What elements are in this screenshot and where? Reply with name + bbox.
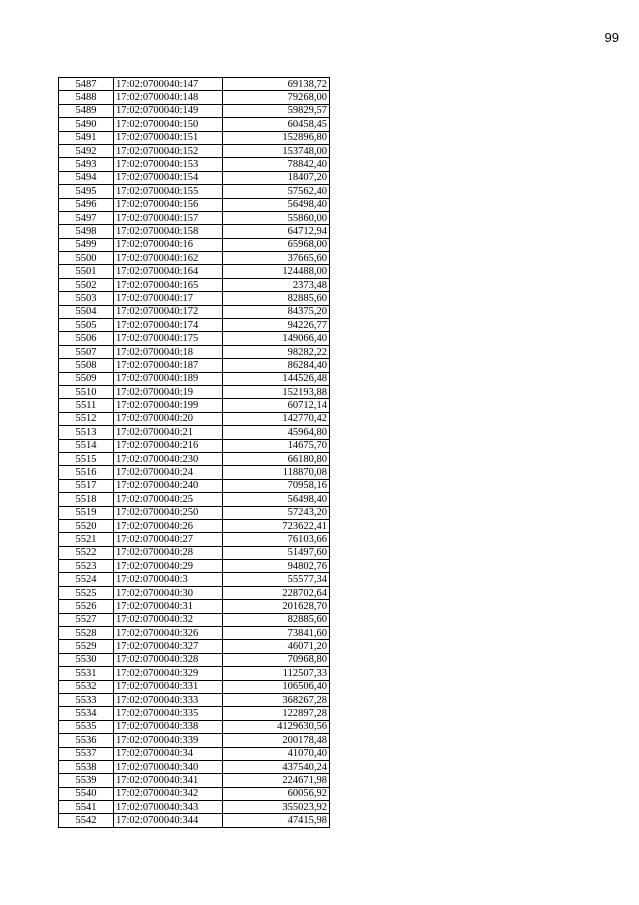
row-number-cell: 5509 (59, 372, 114, 385)
amount-cell: 82885,60 (223, 613, 330, 626)
amount-cell: 152896,80 (223, 131, 330, 144)
table-row (59, 104, 330, 117)
cadastral-number-cell: 17:02:0700040:29 (114, 560, 223, 573)
table-row (59, 426, 330, 439)
table-row (59, 198, 330, 211)
row-number-cell: 5505 (59, 319, 114, 332)
row-number-cell: 5519 (59, 506, 114, 519)
table-row (59, 158, 330, 171)
amount-cell: 57243,20 (223, 506, 330, 519)
table-row (59, 292, 330, 305)
row-number-cell: 5515 (59, 452, 114, 465)
amount-cell: 86284,40 (223, 359, 330, 372)
table-row (59, 667, 330, 680)
cadastral-number-cell: 17:02:0700040:16 (114, 238, 223, 251)
row-number-cell: 5540 (59, 787, 114, 800)
row-number-cell: 5491 (59, 131, 114, 144)
amount-cell: 112507,33 (223, 667, 330, 680)
table-row (59, 345, 330, 358)
cadastral-number-cell: 17:02:0700040:326 (114, 627, 223, 640)
table-body (59, 78, 330, 828)
cadastral-number-cell: 17:02:0700040:26 (114, 519, 223, 532)
amount-cell: 14675,70 (223, 439, 330, 452)
row-number-cell: 5500 (59, 252, 114, 265)
table-row (59, 305, 330, 318)
table-row (59, 693, 330, 706)
amount-cell: 144526,48 (223, 372, 330, 385)
cadastral-number-cell: 17:02:0700040:338 (114, 720, 223, 733)
amount-cell: 65968,00 (223, 238, 330, 251)
row-number-cell: 5507 (59, 345, 114, 358)
amount-cell: 45964,80 (223, 426, 330, 439)
row-number-cell: 5494 (59, 171, 114, 184)
row-number-cell: 5520 (59, 519, 114, 532)
row-number-cell: 5513 (59, 426, 114, 439)
amount-cell: 82885,60 (223, 292, 330, 305)
amount-cell: 56498,40 (223, 493, 330, 506)
row-number-cell: 5517 (59, 479, 114, 492)
cadastral-number-cell: 17:02:0700040:20 (114, 412, 223, 425)
cadastral-number-cell: 17:02:0700040:162 (114, 252, 223, 265)
amount-cell: 69138,72 (223, 78, 330, 91)
table-row (59, 801, 330, 814)
cadastral-number-cell: 17:02:0700040:24 (114, 466, 223, 479)
data-table (58, 77, 330, 828)
amount-cell: 79268,00 (223, 91, 330, 104)
cadastral-number-cell: 17:02:0700040:154 (114, 171, 223, 184)
amount-cell: 41070,40 (223, 747, 330, 760)
amount-cell: 200178,48 (223, 734, 330, 747)
cadastral-number-cell: 17:02:0700040:156 (114, 198, 223, 211)
amount-cell: 57562,40 (223, 185, 330, 198)
table-row (59, 533, 330, 546)
table-row (59, 627, 330, 640)
table-row (59, 707, 330, 720)
row-number-cell: 5501 (59, 265, 114, 278)
row-number-cell: 5514 (59, 439, 114, 452)
cadastral-number-cell: 17:02:0700040:329 (114, 667, 223, 680)
amount-cell: 124488,00 (223, 265, 330, 278)
cadastral-number-cell: 17:02:0700040:339 (114, 734, 223, 747)
table-row (59, 787, 330, 800)
table-row (59, 573, 330, 586)
table-row (59, 466, 330, 479)
cadastral-number-cell: 17:02:0700040:31 (114, 600, 223, 613)
row-number-cell: 5488 (59, 91, 114, 104)
cadastral-number-cell: 17:02:0700040:174 (114, 319, 223, 332)
amount-cell: 70958,16 (223, 479, 330, 492)
row-number-cell: 5529 (59, 640, 114, 653)
row-number-cell: 5502 (59, 278, 114, 291)
row-number-cell: 5534 (59, 707, 114, 720)
row-number-cell: 5497 (59, 211, 114, 224)
table-row (59, 653, 330, 666)
row-number-cell: 5535 (59, 720, 114, 733)
amount-cell: 47415,98 (223, 814, 330, 827)
row-number-cell: 5527 (59, 613, 114, 626)
row-number-cell: 5489 (59, 104, 114, 117)
row-number-cell: 5493 (59, 158, 114, 171)
cadastral-number-cell: 17:02:0700040:21 (114, 426, 223, 439)
row-number-cell: 5528 (59, 627, 114, 640)
table-row (59, 78, 330, 91)
row-number-cell: 5490 (59, 118, 114, 131)
table-row (59, 640, 330, 653)
amount-cell: 368267,28 (223, 693, 330, 706)
row-number-cell: 5506 (59, 332, 114, 345)
cadastral-number-cell: 17:02:0700040:152 (114, 144, 223, 157)
row-number-cell: 5487 (59, 78, 114, 91)
row-number-cell: 5524 (59, 573, 114, 586)
row-number-cell: 5492 (59, 144, 114, 157)
row-number-cell: 5516 (59, 466, 114, 479)
row-number-cell: 5531 (59, 667, 114, 680)
page-number: 99 (604, 30, 619, 45)
cadastral-number-cell: 17:02:0700040:331 (114, 680, 223, 693)
cadastral-number-cell: 17:02:0700040:344 (114, 814, 223, 827)
cadastral-number-cell: 17:02:0700040:148 (114, 91, 223, 104)
row-number-cell: 5496 (59, 198, 114, 211)
cadastral-number-cell: 17:02:0700040:17 (114, 292, 223, 305)
row-number-cell: 5533 (59, 693, 114, 706)
cadastral-number-cell: 17:02:0700040:19 (114, 385, 223, 398)
table-row (59, 760, 330, 773)
row-number-cell: 5508 (59, 359, 114, 372)
row-number-cell: 5526 (59, 600, 114, 613)
cadastral-number-cell: 17:02:0700040:32 (114, 613, 223, 626)
amount-cell: 122897,28 (223, 707, 330, 720)
cadastral-number-cell: 17:02:0700040:187 (114, 359, 223, 372)
cadastral-number-cell: 17:02:0700040:164 (114, 265, 223, 278)
table-row (59, 439, 330, 452)
row-number-cell: 5495 (59, 185, 114, 198)
table-row (59, 225, 330, 238)
table-row (59, 91, 330, 104)
row-number-cell: 5510 (59, 385, 114, 398)
amount-cell: 37665,60 (223, 252, 330, 265)
table-row (59, 680, 330, 693)
cadastral-number-cell: 17:02:0700040:335 (114, 707, 223, 720)
amount-cell: 94802,76 (223, 560, 330, 573)
table-row (59, 144, 330, 157)
table-row (59, 359, 330, 372)
cadastral-number-cell: 17:02:0700040:189 (114, 372, 223, 385)
row-number-cell: 5522 (59, 546, 114, 559)
cadastral-number-cell: 17:02:0700040:155 (114, 185, 223, 198)
row-number-cell: 5536 (59, 734, 114, 747)
amount-cell: 55577,34 (223, 573, 330, 586)
amount-cell: 228702,64 (223, 586, 330, 599)
cadastral-number-cell: 17:02:0700040:151 (114, 131, 223, 144)
table-row (59, 546, 330, 559)
cadastral-number-cell: 17:02:0700040:149 (114, 104, 223, 117)
cadastral-number-cell: 17:02:0700040:147 (114, 78, 223, 91)
table-row (59, 814, 330, 827)
amount-cell: 142770,42 (223, 412, 330, 425)
cadastral-number-cell: 17:02:0700040:18 (114, 345, 223, 358)
amount-cell: 723622,41 (223, 519, 330, 532)
row-number-cell: 5525 (59, 586, 114, 599)
cadastral-number-cell: 17:02:0700040:3 (114, 573, 223, 586)
amount-cell: 51497,60 (223, 546, 330, 559)
table-row (59, 412, 330, 425)
cadastral-number-cell: 17:02:0700040:150 (114, 118, 223, 131)
table-row (59, 560, 330, 573)
table-row (59, 238, 330, 251)
table-row (59, 452, 330, 465)
cadastral-number-cell: 17:02:0700040:328 (114, 653, 223, 666)
cadastral-number-cell: 17:02:0700040:333 (114, 693, 223, 706)
cadastral-number-cell: 17:02:0700040:327 (114, 640, 223, 653)
cadastral-number-cell: 17:02:0700040:230 (114, 452, 223, 465)
amount-cell: 2373,48 (223, 278, 330, 291)
cadastral-number-cell: 17:02:0700040:153 (114, 158, 223, 171)
amount-cell: 224671,98 (223, 774, 330, 787)
table-row (59, 118, 330, 131)
amount-cell: 149066,40 (223, 332, 330, 345)
amount-cell: 70968,80 (223, 653, 330, 666)
table-row (59, 385, 330, 398)
amount-cell: 55860,00 (223, 211, 330, 224)
table-row (59, 519, 330, 532)
amount-cell: 60712,14 (223, 399, 330, 412)
table-row (59, 211, 330, 224)
amount-cell: 152193,88 (223, 385, 330, 398)
cadastral-number-cell: 17:02:0700040:25 (114, 493, 223, 506)
table-row (59, 720, 330, 733)
cadastral-number-cell: 17:02:0700040:342 (114, 787, 223, 800)
cadastral-number-cell: 17:02:0700040:216 (114, 439, 223, 452)
row-number-cell: 5511 (59, 399, 114, 412)
row-number-cell: 5512 (59, 412, 114, 425)
table-row (59, 131, 330, 144)
cadastral-number-cell: 17:02:0700040:343 (114, 801, 223, 814)
amount-cell: 201628,70 (223, 600, 330, 613)
row-number-cell: 5538 (59, 760, 114, 773)
amount-cell: 153748,00 (223, 144, 330, 157)
amount-cell: 56498,40 (223, 198, 330, 211)
row-number-cell: 5532 (59, 680, 114, 693)
table-row (59, 747, 330, 760)
table-row (59, 252, 330, 265)
amount-cell: 94226,77 (223, 319, 330, 332)
table-row (59, 399, 330, 412)
table-row (59, 372, 330, 385)
cadastral-number-cell: 17:02:0700040:172 (114, 305, 223, 318)
row-number-cell: 5539 (59, 774, 114, 787)
table-row (59, 265, 330, 278)
cadastral-number-cell: 17:02:0700040:199 (114, 399, 223, 412)
table-row (59, 479, 330, 492)
cadastral-number-cell: 17:02:0700040:340 (114, 760, 223, 773)
amount-cell: 118870,08 (223, 466, 330, 479)
row-number-cell: 5530 (59, 653, 114, 666)
table-row (59, 506, 330, 519)
row-number-cell: 5499 (59, 238, 114, 251)
cadastral-number-cell: 17:02:0700040:175 (114, 332, 223, 345)
amount-cell: 46071,20 (223, 640, 330, 653)
table-row (59, 600, 330, 613)
row-number-cell: 5521 (59, 533, 114, 546)
cadastral-number-cell: 17:02:0700040:157 (114, 211, 223, 224)
row-number-cell: 5518 (59, 493, 114, 506)
amount-cell: 106506,40 (223, 680, 330, 693)
amount-cell: 66180,80 (223, 452, 330, 465)
amount-cell: 98282,22 (223, 345, 330, 358)
amount-cell: 64712,94 (223, 225, 330, 238)
amount-cell: 73841,60 (223, 627, 330, 640)
amount-cell: 60458,45 (223, 118, 330, 131)
table-row (59, 319, 330, 332)
amount-cell: 437540,24 (223, 760, 330, 773)
table-row (59, 332, 330, 345)
amount-cell: 59829,57 (223, 104, 330, 117)
row-number-cell: 5498 (59, 225, 114, 238)
table-row (59, 493, 330, 506)
cadastral-number-cell: 17:02:0700040:28 (114, 546, 223, 559)
amount-cell: 18407,20 (223, 171, 330, 184)
table-row (59, 185, 330, 198)
cadastral-number-cell: 17:02:0700040:341 (114, 774, 223, 787)
row-number-cell: 5523 (59, 560, 114, 573)
table-row (59, 278, 330, 291)
cadastral-number-cell: 17:02:0700040:34 (114, 747, 223, 760)
row-number-cell: 5537 (59, 747, 114, 760)
amount-cell: 78842,40 (223, 158, 330, 171)
amount-cell: 76103,66 (223, 533, 330, 546)
amount-cell: 355023,92 (223, 801, 330, 814)
amount-cell: 60056,92 (223, 787, 330, 800)
row-number-cell: 5504 (59, 305, 114, 318)
cadastral-number-cell: 17:02:0700040:27 (114, 533, 223, 546)
table-row (59, 171, 330, 184)
table-row (59, 613, 330, 626)
table-row (59, 586, 330, 599)
row-number-cell: 5542 (59, 814, 114, 827)
cadastral-number-cell: 17:02:0700040:250 (114, 506, 223, 519)
table-row (59, 774, 330, 787)
row-number-cell: 5541 (59, 801, 114, 814)
amount-cell: 4129630,56 (223, 720, 330, 733)
cadastral-number-cell: 17:02:0700040:240 (114, 479, 223, 492)
table-row (59, 734, 330, 747)
row-number-cell: 5503 (59, 292, 114, 305)
amount-cell: 84375,20 (223, 305, 330, 318)
cadastral-number-cell: 17:02:0700040:165 (114, 278, 223, 291)
cadastral-number-cell: 17:02:0700040:158 (114, 225, 223, 238)
cadastral-number-cell: 17:02:0700040:30 (114, 586, 223, 599)
